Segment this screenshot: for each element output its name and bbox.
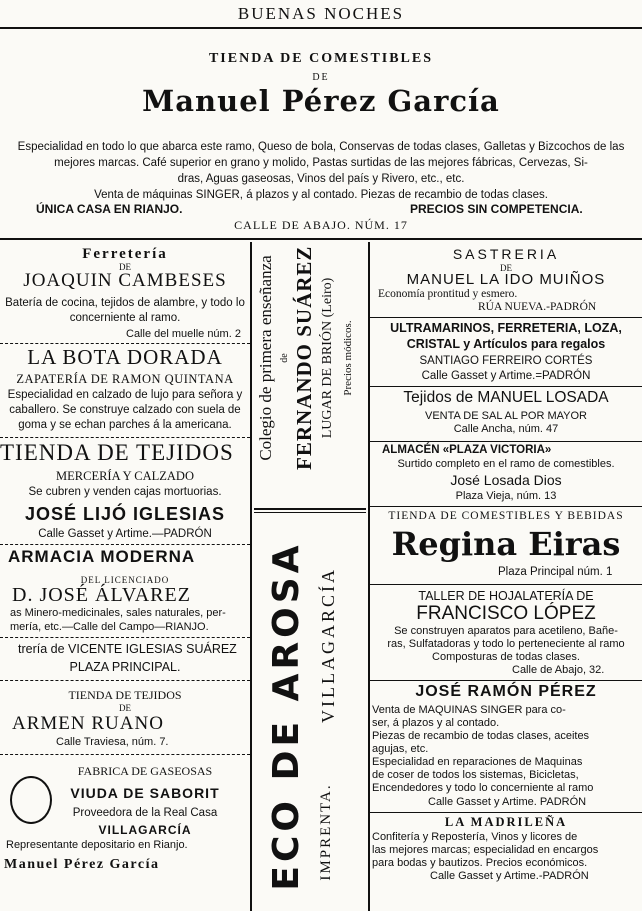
divider	[0, 544, 250, 545]
lopez-address: Calle de Abajo, 32.	[512, 664, 605, 676]
printer-ad	[252, 520, 368, 911]
ramon-desc2: ser, á plazos y al contado.	[372, 717, 500, 729]
ferreteria-desc2: concerniente al ramo.	[69, 312, 181, 324]
tejidos-title: TIENDA DE TEJIDOS	[0, 440, 234, 465]
colegio-line5: Precios módicos.	[342, 320, 354, 396]
bota-desc3: goma y se echan parches á la americana.	[18, 419, 232, 431]
sastreria-desc: Economía prontitud y esmero.	[378, 288, 518, 300]
gaseosas-name: VIUDA DE SABORIT	[70, 785, 220, 801]
ultra-title1: ULTRAMARINOS, FERRETERIA, LOZA,	[390, 321, 622, 335]
gaseosas-rep-name: Manuel Pérez García	[4, 857, 160, 872]
divider	[0, 680, 250, 681]
ramon-desc4: agujas, etc.	[372, 743, 429, 755]
top-ad-line1: TIENDA DE COMESTIBLES	[208, 51, 434, 66]
lopez-desc1: Se construyen aparatos para acetileno, Bañe-	[394, 625, 618, 637]
top-ad-de: DE	[312, 72, 330, 83]
vicente-line1: trería de VICENTE IGLESIAS SUÁREZ	[18, 642, 237, 656]
ramon-desc5: Especialidad en reparaciones de Maquinas	[372, 756, 583, 768]
top-ad-right-tag: PRECIOS SIN COMPETENCIA.	[410, 202, 583, 216]
tejidos-address: Calle Gasset y Artime.—PADRÓN	[38, 528, 212, 540]
divider	[370, 441, 642, 442]
divider	[370, 317, 642, 318]
top-ad-desc4: Venta de máquinas SINGER, á plazos y al contado. Piezas de recambio de todas clases.	[94, 189, 548, 201]
divider	[0, 754, 250, 755]
lopez-name: FRANCISCO LÓPEZ	[416, 603, 596, 624]
ferreteria-name: JOAQUIN CAMBESES	[23, 270, 227, 291]
ferreteria-desc1: Batería de cocina, tejidos de alambre, y todo lo	[5, 297, 245, 309]
ultra-title2: CRISTAL y Artículos para regalos	[406, 337, 606, 351]
almacen-title: ALMACÉN «PLAZA VICTORIA»	[382, 444, 552, 456]
colegio-ad	[252, 242, 368, 492]
bota-sub: ZAPATERÍA DE RAMON QUINTANA	[16, 372, 234, 386]
sastreria-de: DE	[500, 263, 512, 273]
divider	[370, 506, 642, 507]
printer-line2: VILLAGARCÍA	[318, 567, 338, 723]
divider	[0, 637, 250, 638]
gaseosas-city: VILLAGARCÍA	[98, 823, 192, 837]
top-ad-name: Manuel Pérez García	[142, 84, 500, 118]
top-ad-desc2: mejores marcas. Café superior en grano y molido, Pastas surtidas de las mejores fábricas, Cervezas, Si-	[54, 157, 588, 169]
losada-address: Calle Ancha, núm. 47	[453, 423, 559, 435]
header-rule	[0, 27, 642, 29]
divider	[370, 584, 642, 585]
ultra-address: Calle Gasset y Artime.=PADRÓN	[421, 370, 591, 382]
bota-desc1: Especialidad en calzado de lujo para señora y	[7, 389, 243, 401]
ramon-desc6: de coser de todos los sistemas, Bicicletas,	[372, 769, 579, 781]
farmacia-name: D. JOSÉ ÁLVAREZ	[12, 584, 191, 606]
madrilena-address: Calle Gasset y Artime.-PADRÓN	[430, 870, 589, 882]
tejidos-sub: MERCERÍA Y CALZADO	[56, 469, 194, 483]
ramon-name: JOSÉ RAMÓN PÉREZ	[415, 683, 597, 700]
gaseosas-line1: Proveedora de la Real Casa	[72, 807, 218, 819]
divider	[370, 386, 642, 387]
divider	[370, 680, 642, 681]
losada-title: Tejidos de MANUEL LOSADA	[403, 389, 609, 406]
bota-title: LA BOTA DORADA	[27, 345, 223, 369]
tejidos-name: JOSÉ LIJÓ IGLESIAS	[24, 504, 226, 524]
madrilena-title: LA MADRILEÑA	[444, 815, 568, 829]
ruano-de: DE	[119, 703, 131, 713]
printer-line1: ECO DE AROSA	[266, 541, 307, 891]
top-ad-address: CALLE DE ABAJO. NÚM. 17	[234, 218, 408, 232]
colegio-line3: FERNANDO SUÁREZ	[292, 245, 316, 470]
ramon-desc7: Encendedores y todo lo concerniente al ramo	[372, 782, 594, 794]
ultra-name: SANTIAGO FERREIRO CORTÉS	[419, 355, 593, 367]
gaseosas-rep: Representante depositario en Rianjo.	[6, 839, 188, 851]
ruano-address: Calle Traviesa, núm. 7.	[56, 736, 169, 748]
losada-sub: VENTA DE SAL AL POR MAYOR	[425, 410, 587, 422]
page-header: BUENAS NOCHES	[237, 4, 405, 23]
divider	[370, 812, 642, 813]
almacen-name: José Losada Dios	[450, 472, 562, 488]
section-rule	[0, 238, 642, 240]
colegio-line2: de	[279, 353, 290, 363]
madrilena-desc1: Confitería y Repostería, Vinos y licores de	[372, 831, 578, 843]
printer-line3: IMPRENTA.	[318, 783, 334, 881]
ramon-desc1: Venta de MAQUINAS SINGER para co-	[372, 704, 566, 716]
sastreria-address: RÚA NUEVA.-PADRÓN	[478, 301, 597, 313]
ruano-name: ARMEN RUANO	[12, 713, 164, 734]
bota-desc2: caballero. Se construye calzado con suela de	[9, 404, 241, 416]
ramon-desc3: Piezas de recambio de todas clases, aceites	[372, 730, 590, 742]
top-ad-desc1: Especialidad en todo lo que abarca este ramo, Queso de bola, Conservas de todas clases, Galletas y Bizcochos de las	[17, 141, 625, 153]
lopez-title: TALLER DE HOJALATERÍA DE	[418, 589, 594, 603]
farmacia-sub: DEL LICENCIADO	[80, 575, 170, 585]
ferreteria-de: DE	[119, 262, 131, 272]
almacen-desc: Surtido completo en el ramo de comestibles.	[397, 458, 615, 470]
ferreteria-title: Ferretería	[82, 246, 168, 262]
sastreria-name: MANUEL LA IDO MUIÑOS	[406, 271, 606, 288]
almacen-address: Plaza Vieja, núm. 13	[455, 490, 557, 502]
madrilena-desc3: para bodas y bautizos. Precios económicos.	[372, 857, 588, 869]
tejidos-desc: Se cubren y venden cajas mortuorias.	[28, 486, 222, 498]
top-ad-left-tag: ÚNICA CASA EN RIANJO.	[36, 202, 183, 216]
ramon-address: Calle Gasset y Artime. PADRÓN	[428, 796, 587, 808]
ferreteria-address: Calle del muelle núm. 2	[126, 328, 241, 340]
divider	[0, 437, 250, 438]
regina-name: Regina Eiras	[391, 525, 621, 563]
regina-address: Plaza Principal núm. 1	[498, 566, 613, 578]
divider	[0, 343, 250, 344]
regina-title: TIENDA DE COMESTIBLES Y BEBIDAS	[388, 510, 624, 522]
farmacia-desc2: mería, etc.—Calle del Campo—RIANJO.	[10, 621, 209, 633]
lopez-desc2: ras, Sulfatadoras y todo lo perteneciente al ramo	[387, 638, 625, 650]
sastreria-title: SASTRERIA	[452, 246, 560, 262]
center-rule-top	[254, 508, 366, 510]
farmacia-title: ARMACIA MODERNA	[8, 547, 196, 566]
ruano-line1: TIENDA DE TEJIDOS	[68, 688, 182, 702]
vicente-line2: PLAZA PRINCIPAL.	[69, 660, 181, 674]
gaseosas-title: FABRICA DE GASEOSAS	[77, 764, 213, 778]
farmacia-desc1: as Minero-medicinales, sales naturales, per-	[10, 607, 226, 619]
top-ad-desc3: dras, Aguas gaseosas, Vinos del país y Rivero, etc., etc.	[177, 173, 465, 185]
colegio-line4: LUGAR DE BRIÓN (Leiro)	[320, 277, 335, 439]
center-rule-bottom	[254, 512, 366, 513]
colegio-line1: Colegio de primera enseñanza	[256, 255, 275, 461]
madrilena-desc2: las mejores marcas; especialidad en encargos	[372, 844, 599, 856]
lopez-desc3: Composturas de todas clases.	[432, 651, 580, 663]
